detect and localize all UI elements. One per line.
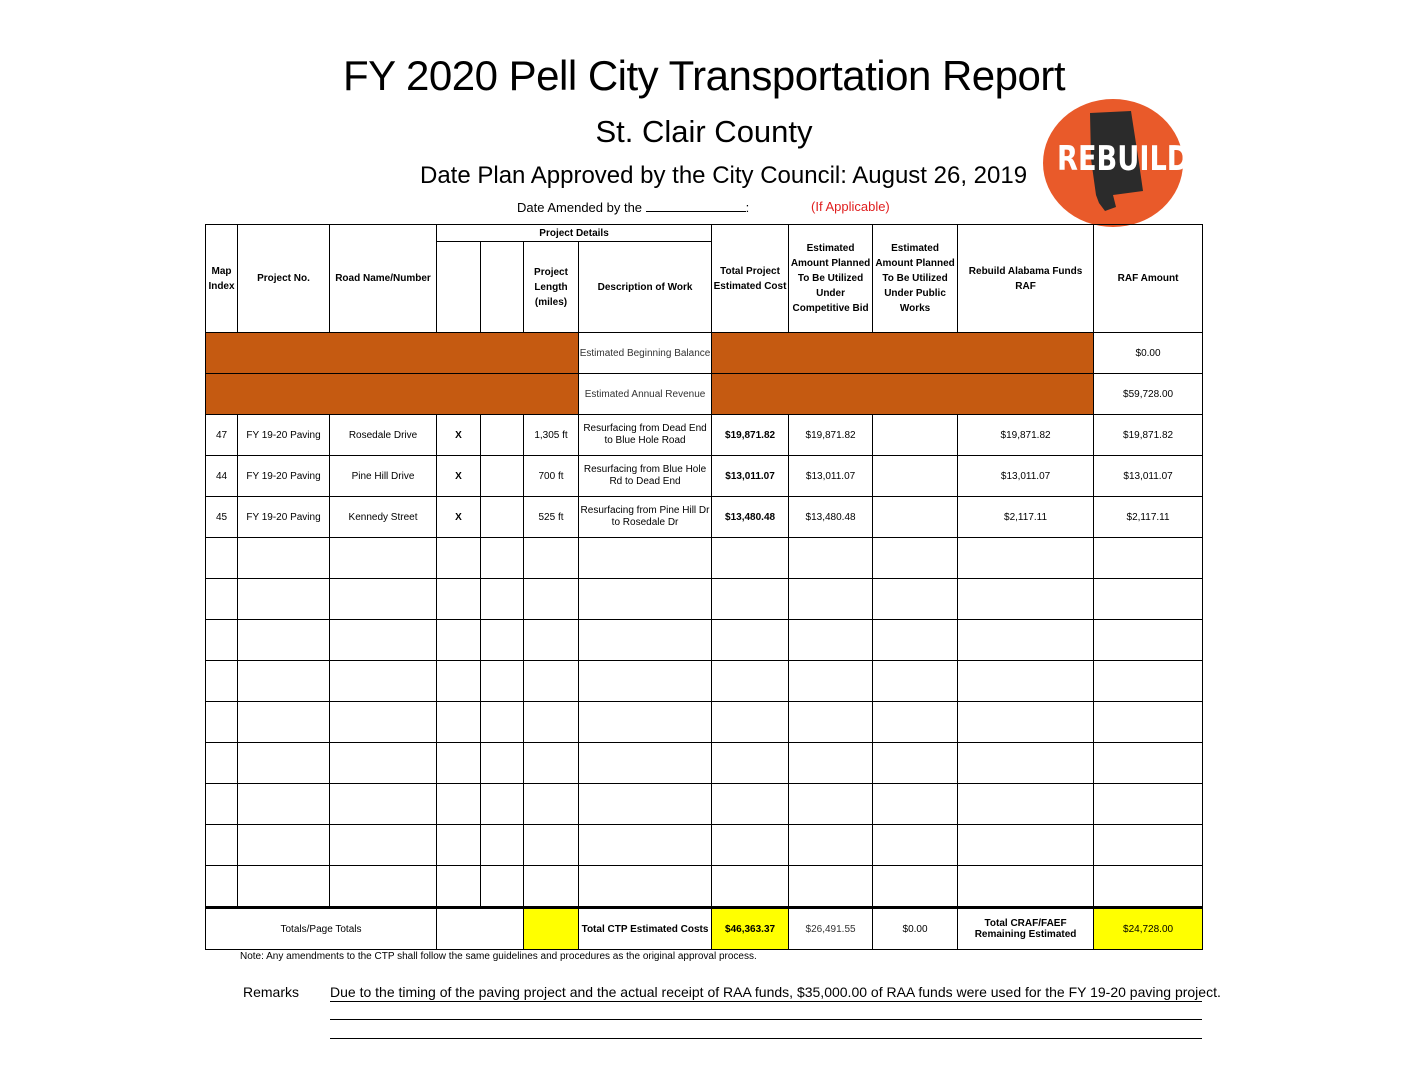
empty-cell — [873, 620, 958, 661]
empty-cell — [1094, 620, 1203, 661]
logo-text: REBUILD — [1057, 139, 1190, 179]
empty-row — [206, 784, 1203, 825]
empty-cell — [481, 784, 524, 825]
report-title: FY 2020 Pell City Transportation Report — [342, 52, 1066, 99]
beginning-balance-label: Estimated Beginning Balance — [579, 333, 712, 374]
empty-row — [206, 702, 1203, 743]
empty-cell — [481, 702, 524, 743]
empty-cell — [238, 743, 330, 784]
county-name: St. Clair County — [595, 114, 813, 149]
project-length: 525 ft — [524, 497, 579, 538]
bridge-improvement-mark — [481, 415, 524, 456]
road-name: Rosedale Drive — [330, 415, 437, 456]
empty-cell — [238, 784, 330, 825]
empty-cell — [330, 661, 437, 702]
empty-cell — [206, 825, 238, 866]
col-raf-funds: Rebuild Alabama Funds RAF — [958, 225, 1094, 333]
amended-label: Date Amended by the — [517, 200, 643, 215]
col-project-no: Project No. — [238, 225, 330, 333]
empty-row — [206, 538, 1203, 579]
empty-cell — [524, 743, 579, 784]
annual-revenue-label: Estimated Annual Revenue — [579, 374, 712, 415]
empty-cell — [437, 743, 481, 784]
annual-revenue-value: $59,728.00 — [1094, 374, 1203, 415]
empty-cell — [481, 620, 524, 661]
empty-cell — [481, 579, 524, 620]
empty-cell — [579, 702, 712, 743]
empty-cell — [206, 743, 238, 784]
empty-cell — [873, 661, 958, 702]
amended-blank — [646, 199, 746, 212]
col-bridge-improvement — [481, 242, 524, 333]
total-cost: $13,480.48 — [712, 497, 789, 538]
empty-cell — [330, 702, 437, 743]
empty-cell — [579, 784, 712, 825]
empty-cell — [206, 620, 238, 661]
empty-cell — [789, 538, 873, 579]
empty-cell — [524, 661, 579, 702]
empty-cell — [712, 743, 789, 784]
public-works — [873, 415, 958, 456]
empty-cell — [712, 702, 789, 743]
total-cost: $13,011.07 — [712, 456, 789, 497]
empty-cell — [238, 825, 330, 866]
map-index: 45 — [206, 497, 238, 538]
empty-cell — [712, 784, 789, 825]
road-name: Kennedy Street — [330, 497, 437, 538]
empty-cell — [873, 784, 958, 825]
empty-cell — [958, 538, 1094, 579]
empty-cell — [712, 620, 789, 661]
empty-cell — [579, 825, 712, 866]
empty-cell — [958, 825, 1094, 866]
empty-cell — [873, 579, 958, 620]
empty-cell — [712, 825, 789, 866]
road-improvement-mark: X — [437, 456, 481, 497]
empty-cell — [330, 866, 437, 908]
raf-amount: $13,011.07 — [1094, 456, 1203, 497]
empty-cell — [789, 743, 873, 784]
remarks-label: Remarks — [243, 984, 300, 1000]
empty-cell — [206, 538, 238, 579]
col-total-cost: Total Project Estimated Cost — [712, 225, 789, 333]
empty-row — [206, 743, 1203, 784]
empty-cell — [524, 784, 579, 825]
empty-cell — [712, 866, 789, 908]
remarks-line — [330, 1019, 1202, 1020]
col-map-index: Map Index — [206, 225, 238, 333]
empty-cell — [789, 702, 873, 743]
raf-amount: $2,117.11 — [1094, 497, 1203, 538]
empty-cell — [481, 538, 524, 579]
empty-cell — [524, 579, 579, 620]
orange-fill — [206, 374, 579, 415]
empty-cell — [206, 784, 238, 825]
empty-cell — [437, 661, 481, 702]
amended-line — [517, 199, 749, 215]
empty-cell — [958, 620, 1094, 661]
project-length: 1,305 ft — [524, 415, 579, 456]
empty-cell — [958, 784, 1094, 825]
description: Resurfacing from Pine Hill Dr to Rosedale Dr — [579, 497, 712, 538]
empty-cell — [206, 661, 238, 702]
empty-cell — [330, 579, 437, 620]
totals-blank — [437, 908, 524, 950]
transportation-report-table — [205, 224, 1203, 950]
competitive-bid: $13,011.07 — [789, 456, 873, 497]
empty-cell — [238, 579, 330, 620]
table-row — [206, 456, 1203, 497]
empty-cell — [481, 866, 524, 908]
map-index: 44 — [206, 456, 238, 497]
orange-fill — [206, 333, 579, 374]
col-public-works: Estimated Amount Planned To Be Utilized Under Public Works — [873, 225, 958, 333]
orange-fill — [712, 374, 1094, 415]
empty-cell — [579, 579, 712, 620]
header-group-row — [206, 225, 1203, 242]
empty-cell — [206, 866, 238, 908]
empty-cell — [1094, 825, 1203, 866]
empty-cell — [579, 620, 712, 661]
empty-cell — [437, 538, 481, 579]
totals-row — [206, 908, 1203, 950]
empty-cell — [524, 702, 579, 743]
project-no: FY 19-20 Paving — [238, 456, 330, 497]
competitive-bid-sum: $26,491.55 — [789, 908, 873, 950]
empty-cell — [524, 538, 579, 579]
col-road-name: Road Name/Number — [330, 225, 437, 333]
empty-cell — [958, 866, 1094, 908]
empty-cell — [1094, 661, 1203, 702]
col-project-length: Project Length (miles) — [524, 242, 579, 333]
road-improvement-mark: X — [437, 497, 481, 538]
empty-cell — [1094, 579, 1203, 620]
empty-cell — [873, 825, 958, 866]
competitive-bid: $13,480.48 — [789, 497, 873, 538]
empty-cell — [958, 743, 1094, 784]
public-works-sum: $0.00 — [873, 908, 958, 950]
empty-cell — [481, 743, 524, 784]
empty-cell — [958, 579, 1094, 620]
empty-cell — [437, 579, 481, 620]
empty-cell — [206, 579, 238, 620]
empty-cell — [873, 743, 958, 784]
rebuild-logo — [1043, 99, 1190, 227]
empty-cell — [579, 661, 712, 702]
empty-cell — [1094, 784, 1203, 825]
empty-cell — [330, 620, 437, 661]
description: Resurfacing from Blue Hole Rd to Dead End — [579, 456, 712, 497]
col-road-improvement — [437, 242, 481, 333]
raf-funds: $19,871.82 — [958, 415, 1094, 456]
empty-cell — [437, 620, 481, 661]
empty-cell — [524, 825, 579, 866]
public-works — [873, 497, 958, 538]
empty-cell — [206, 702, 238, 743]
raf-funds: $13,011.07 — [958, 456, 1094, 497]
empty-cell — [238, 866, 330, 908]
empty-cell — [789, 579, 873, 620]
public-works — [873, 456, 958, 497]
empty-cell — [579, 866, 712, 908]
raf-amount: $19,871.82 — [1094, 415, 1203, 456]
bridge-improvement-mark — [481, 497, 524, 538]
empty-cell — [437, 784, 481, 825]
empty-cell — [330, 825, 437, 866]
bridge-improvement-mark — [481, 456, 524, 497]
remaining-estimated-value: $24,728.00 — [1094, 908, 1203, 950]
project-no: FY 19-20 Paving — [238, 497, 330, 538]
road-name: Pine Hill Drive — [330, 456, 437, 497]
col-competitive-bid: Estimated Amount Planned To Be Utilized Under Competitive Bid — [789, 225, 873, 333]
empty-cell — [330, 784, 437, 825]
empty-cell — [238, 620, 330, 661]
empty-cell — [1094, 538, 1203, 579]
empty-cell — [873, 866, 958, 908]
empty-cell — [238, 702, 330, 743]
empty-row — [206, 579, 1203, 620]
empty-cell — [1094, 743, 1203, 784]
empty-cell — [789, 620, 873, 661]
empty-cell — [437, 702, 481, 743]
table-row — [206, 415, 1203, 456]
empty-cell — [1094, 702, 1203, 743]
total-cost-sum: $46,363.37 — [712, 908, 789, 950]
empty-row — [206, 620, 1203, 661]
empty-cell — [524, 620, 579, 661]
remarks-text: Due to the timing of the paving project and the actual receipt of RAA funds, $35,000.00 of RAA funds were used for the FY 19-20 paving project. — [330, 984, 1221, 1000]
remarks-line — [330, 1001, 1202, 1002]
competitive-bid: $19,871.82 — [789, 415, 873, 456]
empty-cell — [481, 825, 524, 866]
description: Resurfacing from Dead End to Blue Hole Road — [579, 415, 712, 456]
empty-cell — [238, 538, 330, 579]
empty-cell — [789, 825, 873, 866]
orange-fill — [712, 333, 1094, 374]
table-row — [206, 497, 1203, 538]
empty-cell — [789, 866, 873, 908]
total-cost: $19,871.82 — [712, 415, 789, 456]
amended-colon: : — [745, 200, 750, 215]
col-raf-amount: RAF Amount — [1094, 225, 1203, 333]
annual-revenue-row — [206, 374, 1203, 415]
amendment-note: Note: Any amendments to the CTP shall follow the same guidelines and procedures as the original approval process. — [240, 951, 757, 962]
empty-row — [206, 825, 1203, 866]
empty-cell — [873, 702, 958, 743]
craf-remaining-label: Total CRAF/FAEF Remaining Estimated — [958, 908, 1094, 950]
raf-funds: $2,117.11 — [958, 497, 1094, 538]
empty-cell — [437, 825, 481, 866]
empty-cell — [712, 538, 789, 579]
remarks-line — [330, 1038, 1202, 1039]
empty-cell — [524, 866, 579, 908]
if-applicable-note: (If Applicable) — [811, 199, 890, 214]
project-length: 700 ft — [524, 456, 579, 497]
road-improvement-mark: X — [437, 415, 481, 456]
project-no: FY 19-20 Paving — [238, 415, 330, 456]
map-index: 47 — [206, 415, 238, 456]
empty-cell — [481, 661, 524, 702]
empty-cell — [958, 702, 1094, 743]
empty-cell — [238, 661, 330, 702]
totals-label: Totals/Page Totals — [206, 908, 437, 950]
project-details-header: Project Details — [437, 225, 712, 242]
empty-row — [206, 866, 1203, 908]
empty-cell — [712, 661, 789, 702]
empty-cell — [1094, 866, 1203, 908]
empty-cell — [579, 538, 712, 579]
beginning-balance-value: $0.00 — [1094, 333, 1203, 374]
col-description: Description of Work — [579, 242, 712, 333]
empty-cell — [437, 866, 481, 908]
empty-cell — [789, 661, 873, 702]
empty-row — [206, 661, 1203, 702]
beginning-balance-row — [206, 333, 1203, 374]
approval-date: Date Plan Approved by the City Council: August 26, 2019 — [420, 162, 1028, 189]
empty-cell — [330, 538, 437, 579]
ctp-total-label: Total CTP Estimated Costs — [579, 908, 712, 950]
empty-cell — [958, 661, 1094, 702]
empty-cell — [712, 579, 789, 620]
empty-cell — [330, 743, 437, 784]
empty-cell — [789, 784, 873, 825]
length-total-highlight — [524, 908, 579, 950]
empty-cell — [873, 538, 958, 579]
empty-cell — [579, 743, 712, 784]
